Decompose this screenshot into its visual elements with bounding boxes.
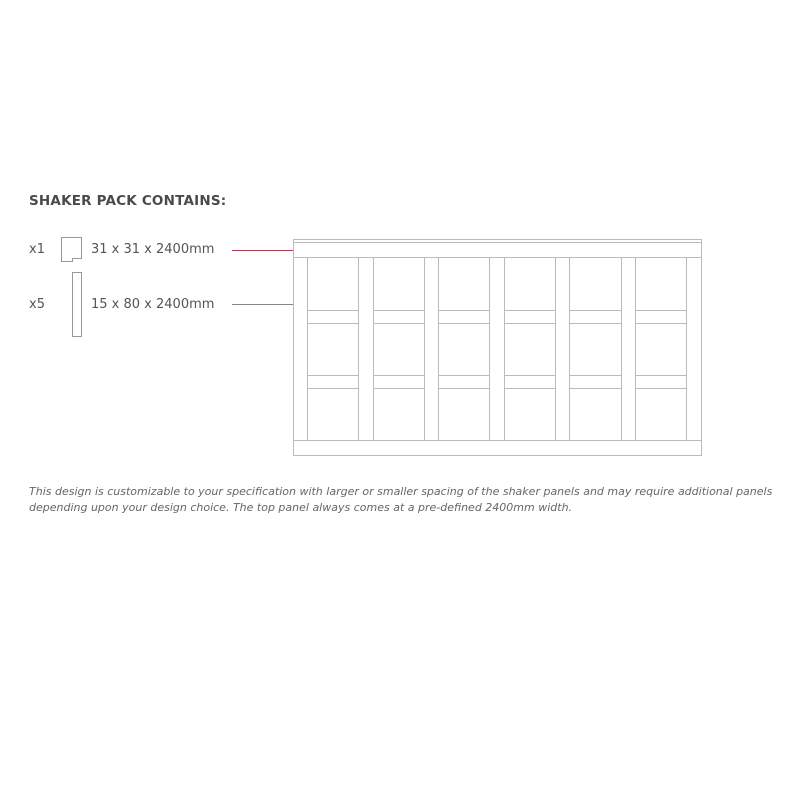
- item-1-dimensions: 31 x 31 x 2400mm: [91, 242, 215, 257]
- l-shaped-profile-icon: [62, 238, 82, 262]
- panel-frame: [293, 240, 702, 456]
- item-2-quantity: x5: [29, 297, 45, 312]
- flat-board-profile-icon: [73, 273, 82, 337]
- item-2-dimensions: 15 x 80 x 2400mm: [91, 297, 215, 312]
- customization-note: This design is customizable to your specification with larger or smaller spacing of the shaker panels and may require additional panels depending upon your design choice. The top panel always comes at a pre-defined 2400mm width.: [29, 485, 773, 514]
- item-1-quantity: x1: [29, 242, 45, 257]
- pack-title: SHAKER PACK CONTAINS:: [29, 193, 227, 209]
